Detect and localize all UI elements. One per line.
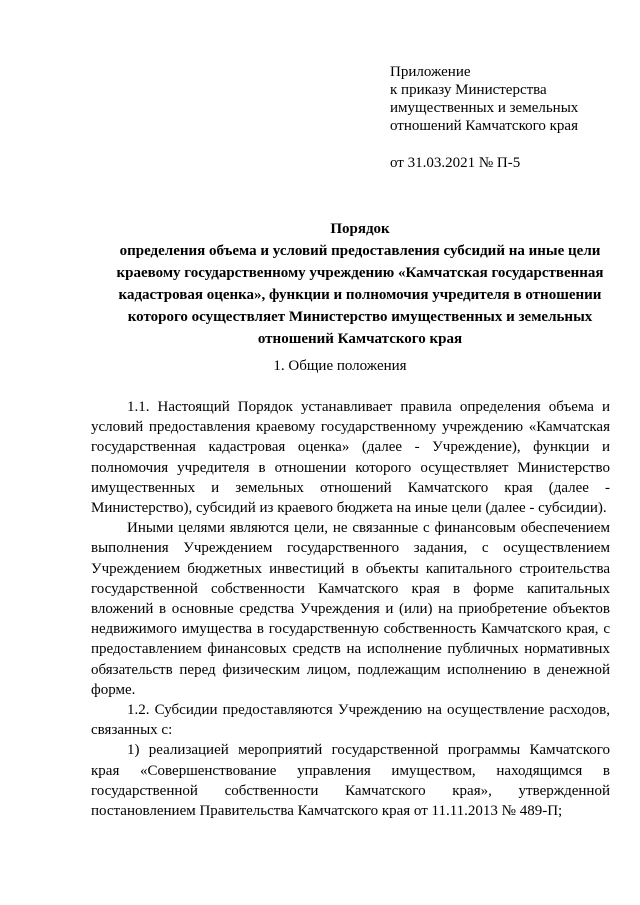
appendix-line: имущественных и земельных: [390, 100, 579, 116]
document-body: [91, 397, 610, 821]
text-line: 1.1. Настоящий Порядок устанавливает правила определения объема и: [127, 399, 610, 415]
document-title: [100, 218, 620, 350]
appendix-block: [390, 63, 625, 172]
paragraph-item-1: [91, 740, 610, 821]
order-date: от 31.03.2021 № П-5: [390, 155, 521, 171]
title-line: краевому государственному учреждению «Камчатская государственная: [116, 265, 604, 281]
text-line: 1.2. Субсидии предоставляются Учреждению на осуществление расходов,: [127, 702, 610, 719]
title-line: Порядок: [330, 221, 390, 237]
appendix-line: к приказу Министерства: [390, 82, 547, 98]
text-line: Учреждением бюджетных инвестиций в объекты капитального строительства: [91, 560, 610, 577]
title-line: определения объема и условий предоставления субсидий на иные цели: [119, 243, 601, 259]
appendix-line: Приложение: [390, 64, 471, 80]
text-line: связанных с:: [91, 722, 173, 739]
text-line: обязательств перед физическим лицом, подлежащим исполнению в денежной: [91, 661, 610, 678]
text-line: края «Совершенствование управления имуществом, находящимся в: [91, 762, 610, 779]
text-line: 1) реализацией мероприятий государственной программы Камчатского: [127, 742, 610, 759]
paragraph-1-2: [91, 700, 610, 740]
title-line: кадастровая оценка», функции и полномочия учредителя в отношении: [118, 287, 602, 303]
text-line: условий предоставления краевому государственному учреждению «Камчатская: [91, 419, 610, 436]
appendix-line: отношений Камчатского края: [390, 118, 578, 134]
text-line: Министерство), субсидий из краевого бюджета на иные цели (далее - субсидии).: [91, 500, 607, 517]
text-line: недвижимого имущества в государственную собственность Камчатского края, с: [91, 621, 610, 638]
section-heading: 1. Общие положения: [273, 358, 407, 374]
text-line: постановлением Правительства Камчатского края от 11.11.2013 № 489-П;: [91, 803, 563, 820]
text-line: государственная кадастровая оценка» (далее - Учреждение), функции и: [91, 439, 610, 456]
text-line: государственной собственности Камчатского края», утвержденной: [91, 782, 610, 799]
paragraph-1-1: [91, 397, 610, 518]
text-line: предоставлением финансовых средств на исполнение публичных нормативных: [91, 641, 610, 658]
paragraph-other-purposes: [91, 518, 610, 700]
title-line: которого осуществляет Министерство имущественных и земельных: [127, 309, 593, 325]
text-line: имущественных и земельных отношений Камчатского края (далее -: [91, 479, 610, 496]
title-line: отношений Камчатского края: [257, 331, 463, 347]
text-line: Иными целями являются цели, не связанные с финансовым обеспечением: [127, 520, 610, 537]
text-line: выполнения Учреждением государственного задания, с осуществлением: [91, 540, 610, 557]
text-line: государственной собственности Камчатского края в форме капитальных: [91, 580, 610, 597]
text-line: полномочия учредителя в отношении которого осуществляет Министерство: [91, 459, 610, 476]
text-line: форме.: [91, 681, 136, 698]
text-line: вложений в основные средства Учреждения и (или) на приобретение объектов: [91, 601, 610, 618]
